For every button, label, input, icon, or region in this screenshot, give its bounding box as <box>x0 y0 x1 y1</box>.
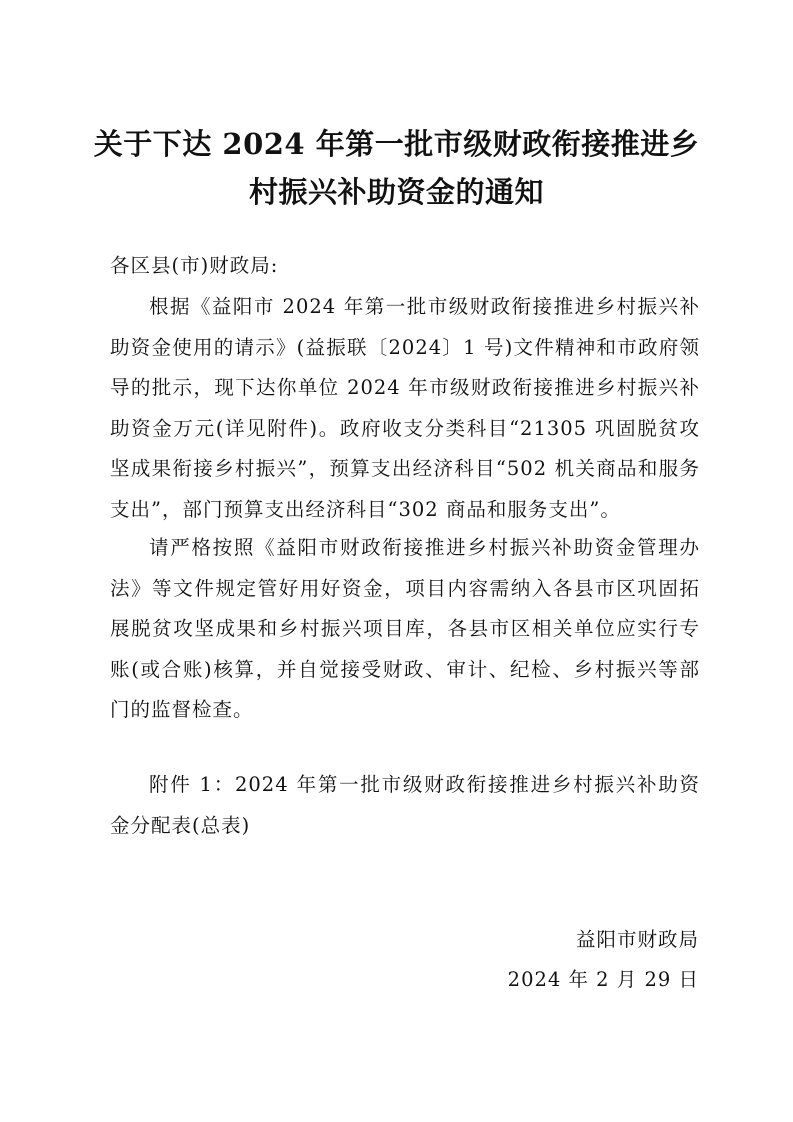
body-paragraph-1: 根据《益阳市 2024 年第一批市级财政衔接推进乡村振兴补助资金使用的请示》(益振联〔2024〕1 号)文件精神和市政府领导的批示，现下达你单位 2024 年市级财政衔接推进乡村振兴补助资金万元(详见附件)。政府收支分类科目“21305 巩固脱贫攻坚成果衔接乡村振兴”，预算支出经济科目“502 机关商品和服务支出”，部门预算支出经济科目“302 商品和服务支出”。 <box>110 295 700 521</box>
body-paragraph-2: 请严格按照《益阳市财政衔接推进乡村振兴补助资金管理办法》等文件规定管好用好资金，项目内容需纳入各县市区巩固拓展脱贫攻坚成果和乡村振兴项目库，各县市区相关单位应实行专账(或合账)核算，并自觉接受财政、审计、纪检、乡村振兴等部门的监督检查。 <box>110 536 700 721</box>
salutation: 各区县(市)财政局: <box>110 254 279 277</box>
issue-date: 2024 年 2 月 29 日 <box>507 968 699 991</box>
issuer-name: 益阳市财政局 <box>575 928 699 951</box>
document-title-line-2: 村振兴补助资金的通知 <box>248 175 544 209</box>
attachment-note: 附件 1：2024 年第一批市级财政衔接推进乡村振兴补助资金分配表(总表) <box>110 773 700 837</box>
document-title-line-1: 关于下达 2024 年第一批市级财政衔接推进乡 <box>93 127 700 161</box>
document-title <box>80 120 713 216</box>
